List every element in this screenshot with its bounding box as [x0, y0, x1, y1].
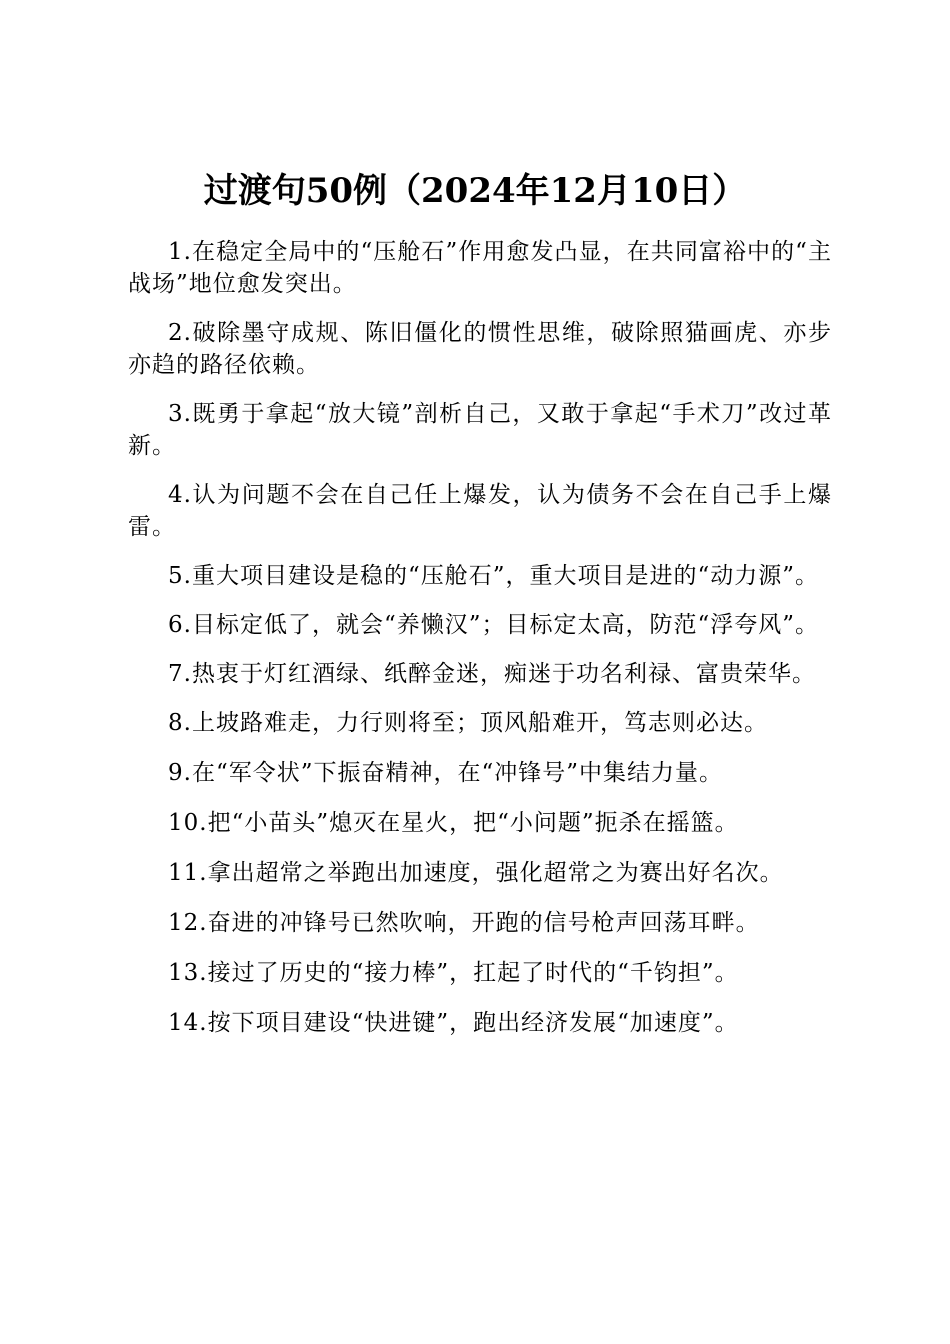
- list-item-1: 1.在稳定全局中的“压舱石”作用愈发凸显，在共同富裕中的“主战场”地位愈发突出。: [128, 239, 832, 297]
- list-item-13: 13.接过了历史的“接力棒”，扛起了时代的“千钧担”。: [168, 960, 739, 986]
- page-title: 过渡句50例（2024年12月10日）: [203, 171, 747, 211]
- list-item-4: 4.认为问题不会在自己任上爆发，认为债务不会在自己手上爆雷。: [128, 482, 832, 540]
- list-item-11: 11.拿出超常之举跑出加速度，强化超常之为赛出好名次。: [168, 860, 784, 886]
- list-item-8: 8.上坡路难走，力行则将至；顶风船难开，笃志则必达。: [168, 710, 768, 736]
- list-item-6: 6.目标定低了，就会“养懒汉”；目标定太高，防范“浮夸风”。: [168, 612, 819, 638]
- list-item-3: 3.既勇于拿起“放大镜”剖析自己，又敢于拿起“手术刀”改过革新。: [128, 401, 832, 459]
- list-item-10: 10.把“小苗头”熄灭在星火，把“小问题”扼杀在摇篮。: [168, 810, 739, 836]
- list-item-14: 14.按下项目建设“快进键”，跑出经济发展“加速度”。: [168, 1010, 739, 1036]
- list-item-2: 2.破除墨守成规、陈旧僵化的惯性思维，破除照猫画虎、亦步亦趋的路径依赖。: [128, 320, 832, 378]
- list-item-9: 9.在“军令状”下振奋精神，在“冲锋号”中集结力量。: [168, 760, 723, 786]
- item-list: [128, 236, 832, 1057]
- list-item-7: 7.热衷于灯红酒绿、纸醉金迷，痴迷于功名利禄、富贵荣华。: [168, 661, 816, 687]
- list-item-5: 5.重大项目建设是稳的“压舱石”，重大项目是进的“动力源”。: [168, 563, 819, 589]
- list-item-12: 12.奋进的冲锋号已然吹响，开跑的信号枪声回荡耳畔。: [168, 910, 760, 936]
